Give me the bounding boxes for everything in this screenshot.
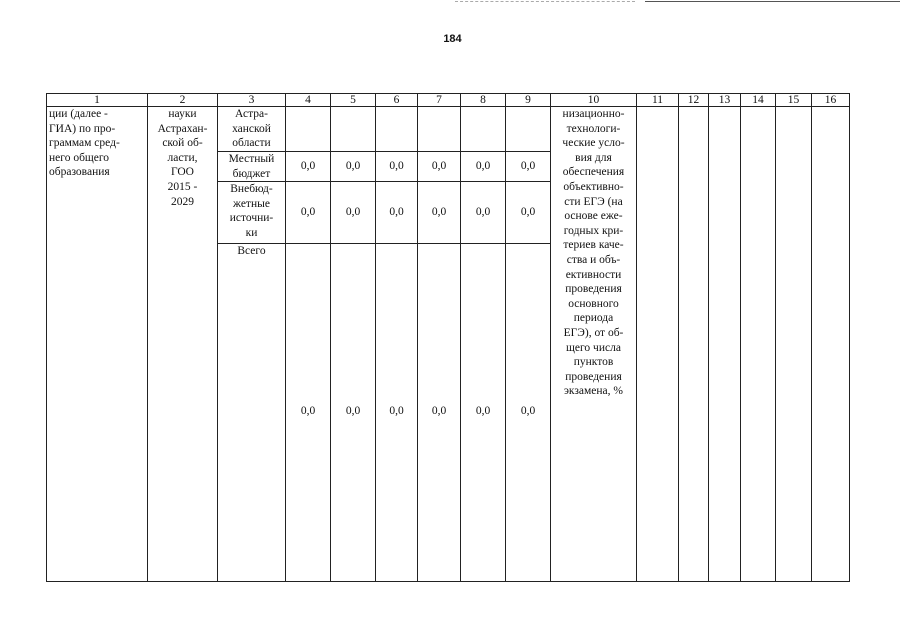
value-cell: 0,0 bbox=[418, 244, 461, 582]
table-row bbox=[47, 107, 850, 152]
value-cell: 0,0 bbox=[376, 244, 418, 582]
funding-source-cell: Внебюд- жетные источни- ки bbox=[218, 182, 286, 244]
col-header-5: 5 bbox=[331, 94, 376, 107]
value-cell bbox=[506, 107, 551, 152]
value-cell: 0,0 bbox=[418, 152, 461, 182]
empty-cell bbox=[776, 107, 812, 582]
value-cell: 0,0 bbox=[506, 152, 551, 182]
col-header-2: 2 bbox=[148, 94, 218, 107]
empty-cell bbox=[741, 107, 776, 582]
value-cell: 0,0 bbox=[506, 182, 551, 244]
value-cell bbox=[376, 107, 418, 152]
value-cell bbox=[331, 107, 376, 152]
empty-cell bbox=[812, 107, 850, 582]
col-header-3: 3 bbox=[218, 94, 286, 107]
col-header-9: 9 bbox=[506, 94, 551, 107]
col-header-6: 6 bbox=[376, 94, 418, 107]
value-cell: 0,0 bbox=[461, 244, 506, 582]
empty-cell bbox=[709, 107, 741, 582]
empty-cell bbox=[637, 107, 679, 582]
value-cell: 0,0 bbox=[286, 182, 331, 244]
col-header-10: 10 bbox=[551, 94, 637, 107]
top-scan-dash bbox=[455, 1, 635, 2]
program-table bbox=[46, 93, 850, 582]
task-name-cell: ции (далее - ГИА) по про- граммам сред- него общего образования bbox=[47, 107, 148, 582]
col-header-1: 1 bbox=[47, 94, 148, 107]
value-cell: 0,0 bbox=[286, 152, 331, 182]
value-cell: 0,0 bbox=[461, 182, 506, 244]
executor-cell: науки Астрахан- ской об- ласти, ГОО 2015 - 2029 bbox=[148, 107, 218, 582]
col-header-7: 7 bbox=[418, 94, 461, 107]
page-number: 184 bbox=[443, 33, 462, 45]
funding-source-cell: Всего bbox=[218, 244, 286, 582]
col-header-14: 14 bbox=[741, 94, 776, 107]
funding-source-cell: Астра- ханской области bbox=[218, 107, 286, 152]
value-cell: 0,0 bbox=[331, 152, 376, 182]
value-cell bbox=[461, 107, 506, 152]
col-header-16: 16 bbox=[812, 94, 850, 107]
value-cell: 0,0 bbox=[418, 182, 461, 244]
col-header-8: 8 bbox=[461, 94, 506, 107]
col-header-15: 15 bbox=[776, 94, 812, 107]
col-header-13: 13 bbox=[709, 94, 741, 107]
value-cell: 0,0 bbox=[376, 152, 418, 182]
col-header-4: 4 bbox=[286, 94, 331, 107]
value-cell: 0,0 bbox=[331, 244, 376, 582]
value-cell bbox=[286, 107, 331, 152]
top-scan-line bbox=[645, 1, 900, 2]
empty-cell bbox=[679, 107, 709, 582]
col-header-11: 11 bbox=[637, 94, 679, 107]
value-cell: 0,0 bbox=[376, 182, 418, 244]
value-cell bbox=[418, 107, 461, 152]
value-cell: 0,0 bbox=[461, 152, 506, 182]
header-row bbox=[47, 94, 850, 107]
value-cell: 0,0 bbox=[286, 244, 331, 582]
value-cell: 0,0 bbox=[331, 182, 376, 244]
value-cell: 0,0 bbox=[506, 244, 551, 582]
funding-source-cell: Местный бюджет bbox=[218, 152, 286, 182]
col-header-12: 12 bbox=[679, 94, 709, 107]
indicator-cell: низационно- технологи- ческие усло- вия для обеспечения объективно- сти ЕГЭ (на основе еже- годных кри- териев каче- ства и объ- ективности проведения основного периода ЕГЭ), от об- щего числа пунктов проведения экзамена, % bbox=[551, 107, 637, 582]
